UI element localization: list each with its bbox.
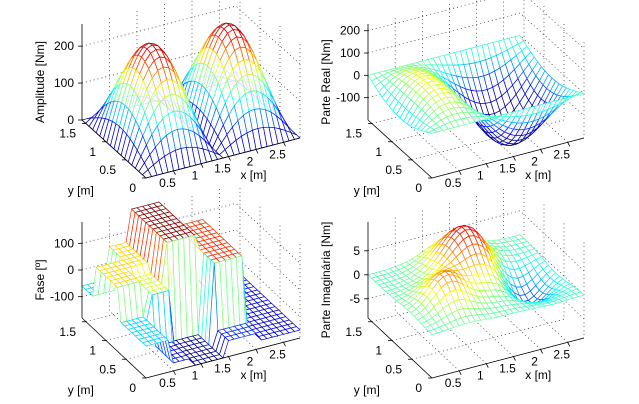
grid-z-line (368, 0, 584, 49)
z-tick-label: 200 (53, 39, 74, 54)
x-tick-label: 2 (246, 154, 254, 169)
x-tick-mark (201, 164, 203, 168)
subplot-4 (319, 183, 584, 397)
z-tick-label: 0 (353, 68, 360, 83)
y-tick-label: 1.5 (345, 324, 362, 339)
y-tick-label: 1.5 (59, 126, 76, 141)
z-tick-label: 200 (339, 23, 360, 38)
x-tick-mark (459, 171, 461, 175)
grid-z-line (82, 6, 300, 64)
z-tick-label: 5 (353, 243, 360, 258)
z-tick-label: 0 (353, 267, 360, 282)
y-tick-label: 0.5 (99, 362, 116, 377)
y-tick-label: 1 (89, 343, 96, 358)
z-tick-label: -5 (349, 291, 360, 306)
x-tick-mark (174, 171, 176, 175)
z-tick-label: -100 (335, 90, 360, 105)
y-tick-label: 1.5 (345, 126, 362, 141)
y-axis-label: y [m] (67, 383, 94, 397)
x-tick-label: 2 (531, 154, 538, 169)
y-axis-label: y [m] (353, 383, 380, 397)
z-tick-label: 100 (53, 76, 74, 91)
y-tick-label: 0.5 (385, 162, 402, 177)
x-tick-label: 1 (191, 168, 199, 183)
x-tick-mark (513, 357, 515, 361)
y-tick-label: 0.5 (385, 362, 402, 377)
z-tick-label: 0 (67, 263, 74, 277)
x-tick-label: 0.5 (444, 175, 462, 190)
x-tick-label: 2.5 (269, 347, 286, 362)
x-tick-mark (541, 149, 543, 153)
x-axis-label: x [m] (240, 168, 267, 183)
y-axis-label: y [m] (353, 183, 380, 198)
x-tick-mark (284, 342, 286, 346)
x-tick-mark (229, 357, 231, 361)
x-tick-label: 1 (476, 168, 484, 183)
x-axis-label: x [m] (525, 168, 552, 183)
z-tick-label: -100 (49, 289, 74, 304)
x-tick-mark (174, 371, 176, 375)
x-tick-mark (229, 157, 231, 161)
x-tick-mark (459, 371, 461, 375)
x-tick-mark (541, 349, 543, 353)
x-tick-mark (513, 157, 515, 161)
x-tick-mark (486, 364, 488, 368)
z-tick-label: 0 (67, 113, 74, 127)
x-tick-label: 0.5 (444, 375, 462, 390)
x-tick-label: 2.5 (553, 347, 571, 362)
x-tick-label: 1.5 (499, 161, 516, 176)
x-tick-mark (284, 142, 286, 146)
subplot-3 (33, 183, 300, 397)
x-tick-label: 0.5 (159, 375, 176, 390)
y-tick-label: 0 (129, 181, 136, 195)
x-tick-label: 1.5 (499, 361, 516, 376)
z-axis-label: Fase [º] (33, 259, 47, 301)
x-tick-mark (568, 342, 570, 346)
x-tick-label: 1 (191, 368, 199, 383)
x-tick-label: 1.5 (214, 161, 231, 176)
x-axis-label: x [m] (525, 368, 552, 383)
y-tick-label: 0 (415, 381, 422, 395)
x-tick-label: 2.5 (553, 147, 571, 162)
x-tick-mark (256, 349, 258, 353)
z-axis-label: Parte Imaginária [Nm] (319, 221, 333, 339)
y-tick-label: 1.5 (59, 324, 76, 339)
y-tick-label: 1 (375, 144, 382, 159)
surface-mesh (368, 225, 584, 334)
x-axis-label: x [m] (240, 368, 267, 383)
x-tick-label: 2 (246, 354, 254, 369)
y-tick-label: 0 (415, 181, 422, 195)
surface-mesh (368, 35, 584, 145)
y-tick-label: 0 (129, 381, 136, 395)
z-axis-label: Amplitude [Nm] (33, 40, 47, 124)
subplot-1 (33, 0, 300, 198)
x-tick-mark (568, 142, 570, 146)
x-tick-mark (486, 164, 488, 168)
z-tick-label: 100 (339, 46, 360, 61)
y-tick-label: 1 (89, 144, 96, 159)
surface-mesh (82, 23, 300, 178)
x-tick-label: 2.5 (269, 147, 286, 162)
x-tick-label: 0.5 (159, 175, 176, 190)
z-axis-label: Parte Real [Nm] (319, 39, 333, 125)
x-tick-mark (256, 149, 258, 153)
z-tick-label: 100 (53, 236, 74, 251)
subplot-2 (319, 0, 584, 198)
y-tick-label: 0.5 (99, 162, 116, 177)
x-tick-mark (201, 364, 203, 368)
x-tick-label: 2 (531, 354, 538, 369)
surface-mesh (82, 202, 300, 365)
x-tick-label: 1.5 (214, 361, 231, 376)
x-tick-label: 1 (476, 368, 484, 383)
y-tick-label: 1 (375, 343, 382, 358)
y-axis-label: y [m] (67, 183, 94, 198)
